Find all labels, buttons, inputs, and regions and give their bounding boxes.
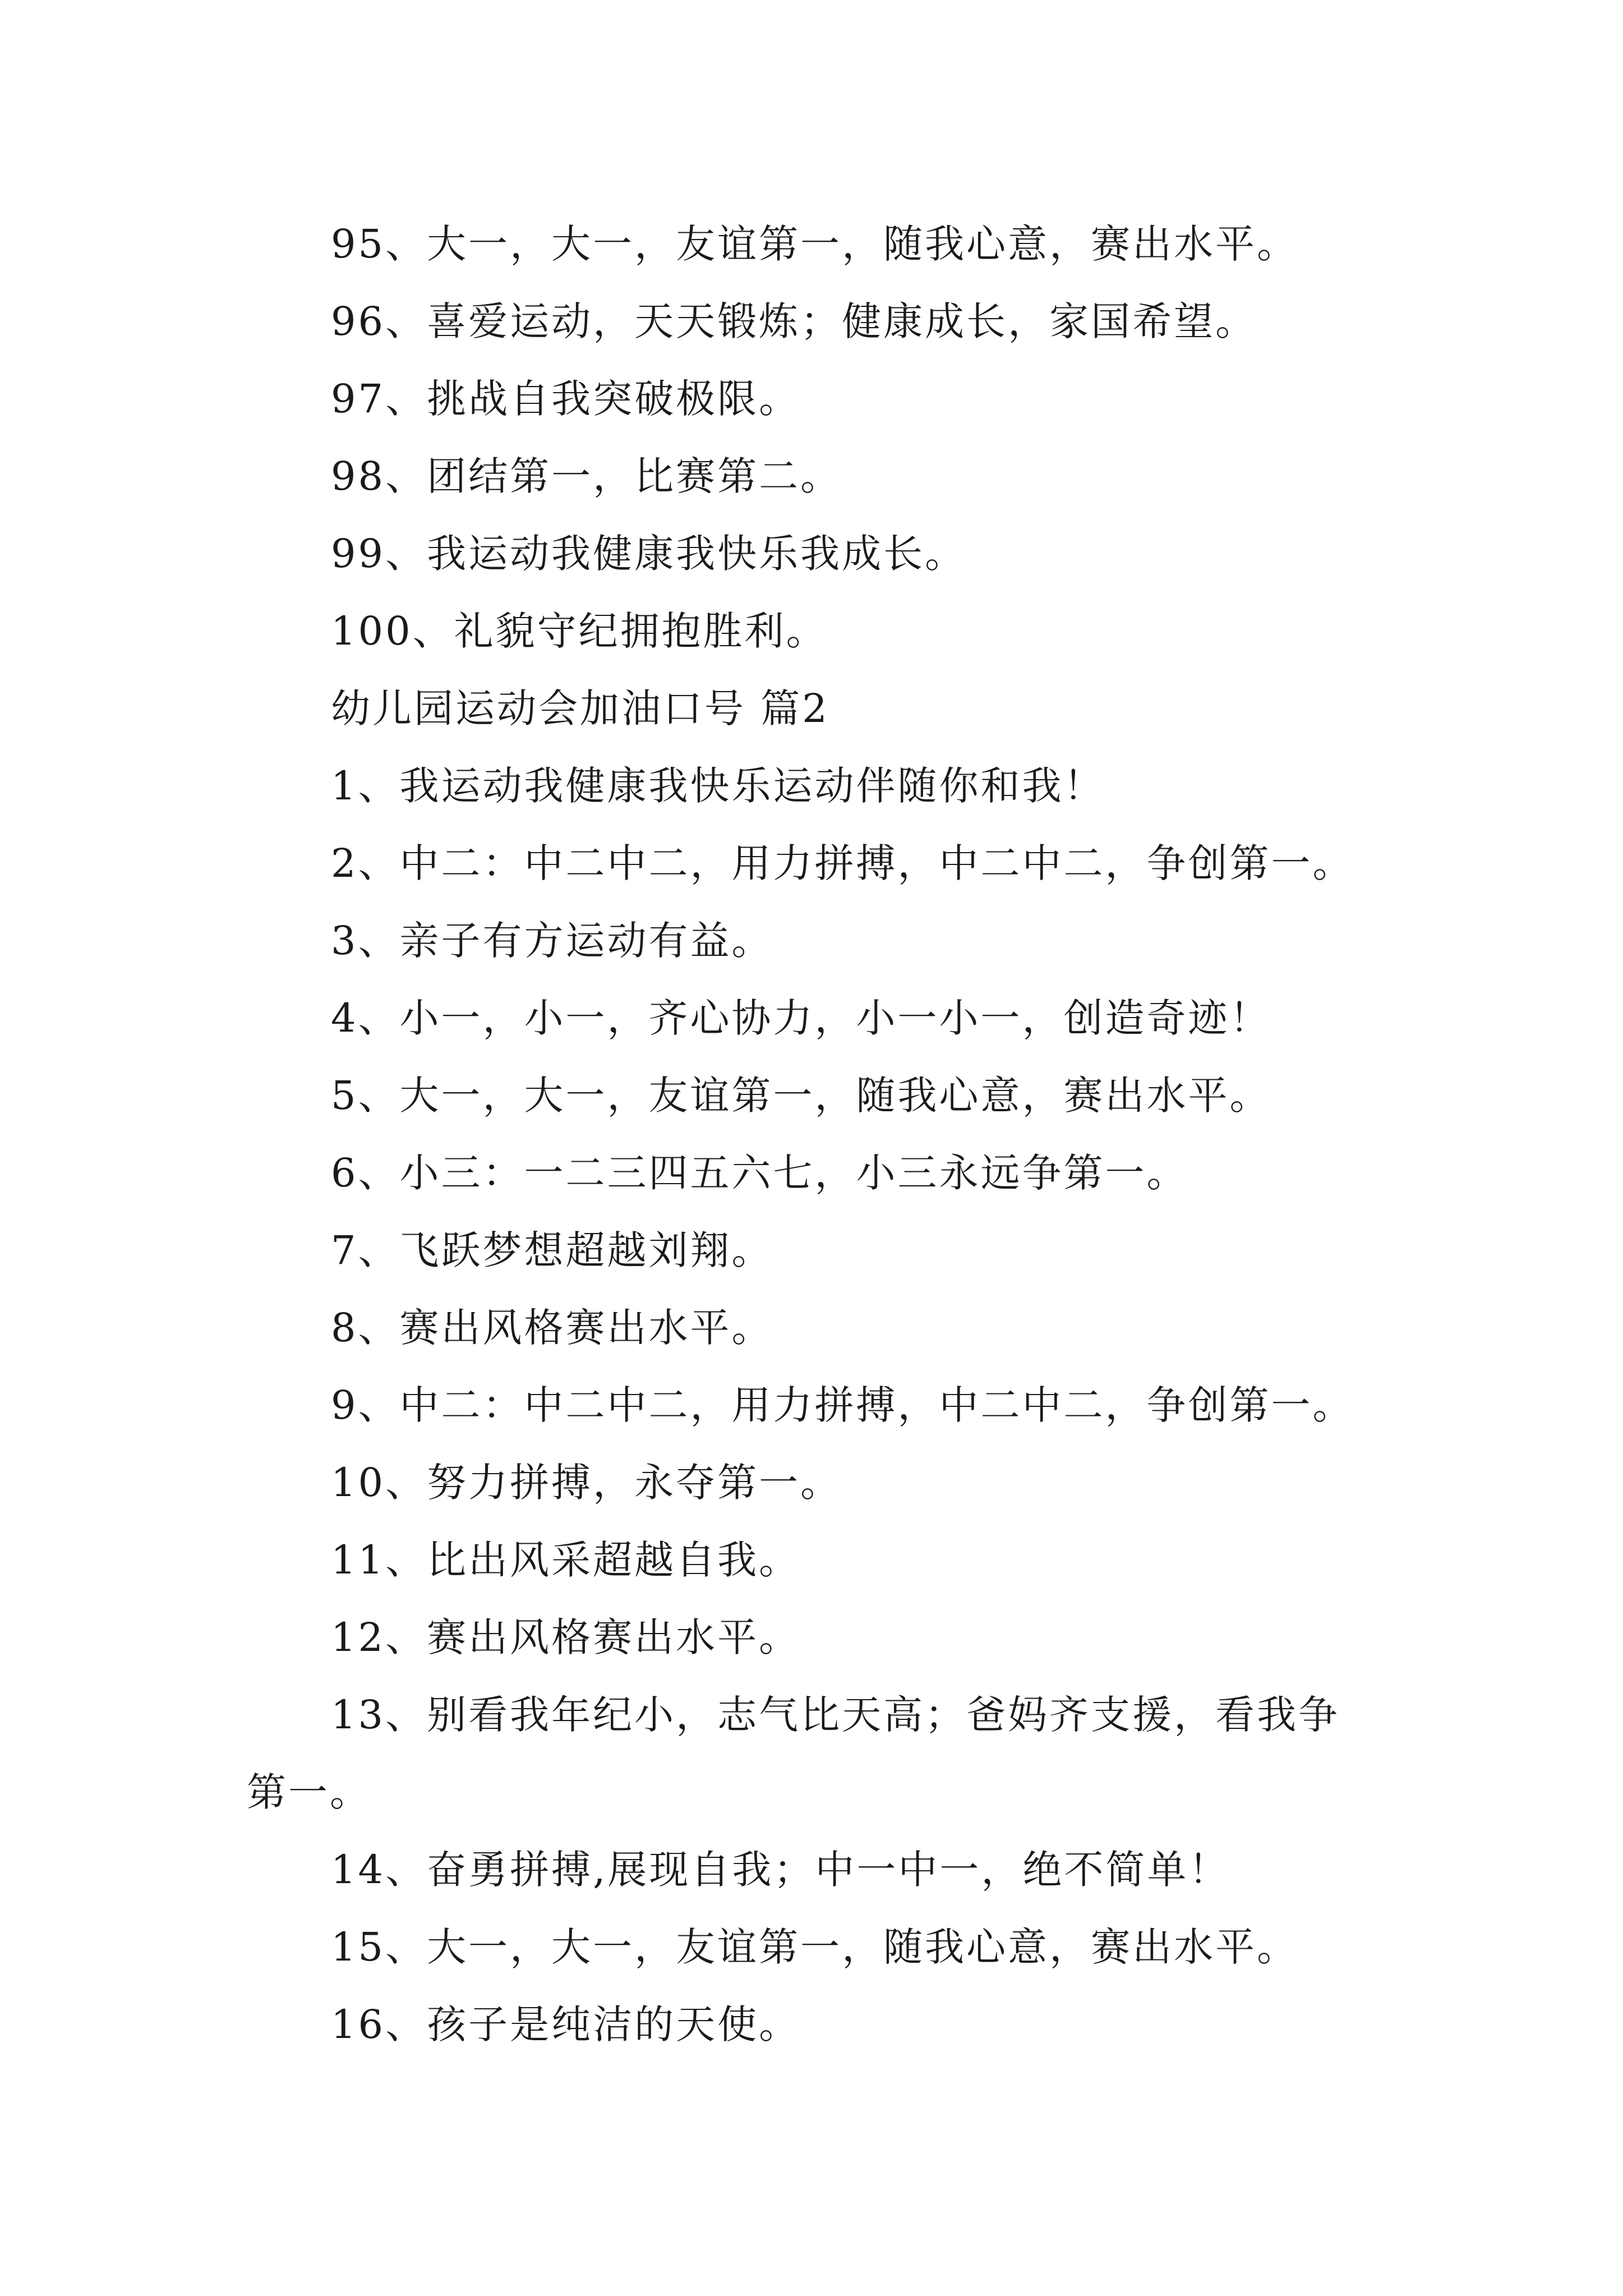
list-item: 97、挑战自我突破极限。 bbox=[331, 376, 801, 422]
list-item: 98、团结第一，比赛第二。 bbox=[331, 453, 842, 499]
list-item: 7、飞跃梦想超越刘翔。 bbox=[331, 1227, 773, 1273]
list-item: 9、中二：中二中二，用力拼搏，中二中二，争创第一。 bbox=[331, 1382, 1354, 1428]
list-item: 14、奋勇拼搏,展现自我；中一中一，绝不简单！ bbox=[331, 1847, 1230, 1893]
list-item-line: 13、别看我年纪小，志气比天高；爸妈齐支援，看我争 bbox=[331, 1692, 1340, 1738]
list-item-continuation: 第一。 bbox=[247, 1769, 371, 1815]
section-heading: 幼儿园运动会加油口号 篇2 bbox=[331, 685, 829, 731]
list-item: 15、大一，大一，友谊第一，随我心意，赛出水平。 bbox=[331, 1924, 1299, 1970]
list-item: 99、我运动我健康我快乐我成长。 bbox=[331, 531, 967, 577]
list-item: 3、亲子有方运动有益。 bbox=[331, 918, 773, 964]
list-item-wrapped bbox=[247, 1676, 1623, 1831]
list-item: 8、赛出风格赛出水平。 bbox=[331, 1305, 773, 1351]
document-body bbox=[247, 205, 1413, 2063]
list-item: 96、喜爱运动，天天锻炼；健康成长，家国希望。 bbox=[331, 298, 1257, 344]
list-item: 100、礼貌守纪拥抱胜利。 bbox=[331, 608, 828, 654]
list-item: 4、小一，小一，齐心协力，小一小一，创造奇迹！ bbox=[331, 995, 1271, 1041]
list-item: 11、比出风采超越自我。 bbox=[331, 1537, 801, 1583]
list-item: 2、中二：中二中二，用力拼搏，中二中二，争创第一。 bbox=[331, 840, 1354, 886]
list-item: 95、大一，大一，友谊第一，随我心意，赛出水平。 bbox=[331, 221, 1299, 267]
list-item: 12、赛出风格赛出水平。 bbox=[331, 1614, 801, 1660]
list-item: 1、我运动我健康我快乐运动伴随你和我！ bbox=[331, 763, 1105, 809]
list-item: 6、小三：一二三四五六七，小三永远争第一。 bbox=[331, 1150, 1188, 1196]
list-item: 10、努力拼搏，永夺第一。 bbox=[331, 1460, 842, 1506]
list-item: 16、孩子是纯洁的天使。 bbox=[331, 2001, 801, 2047]
list-item: 5、大一，大一，友谊第一，随我心意，赛出水平。 bbox=[331, 1073, 1271, 1119]
